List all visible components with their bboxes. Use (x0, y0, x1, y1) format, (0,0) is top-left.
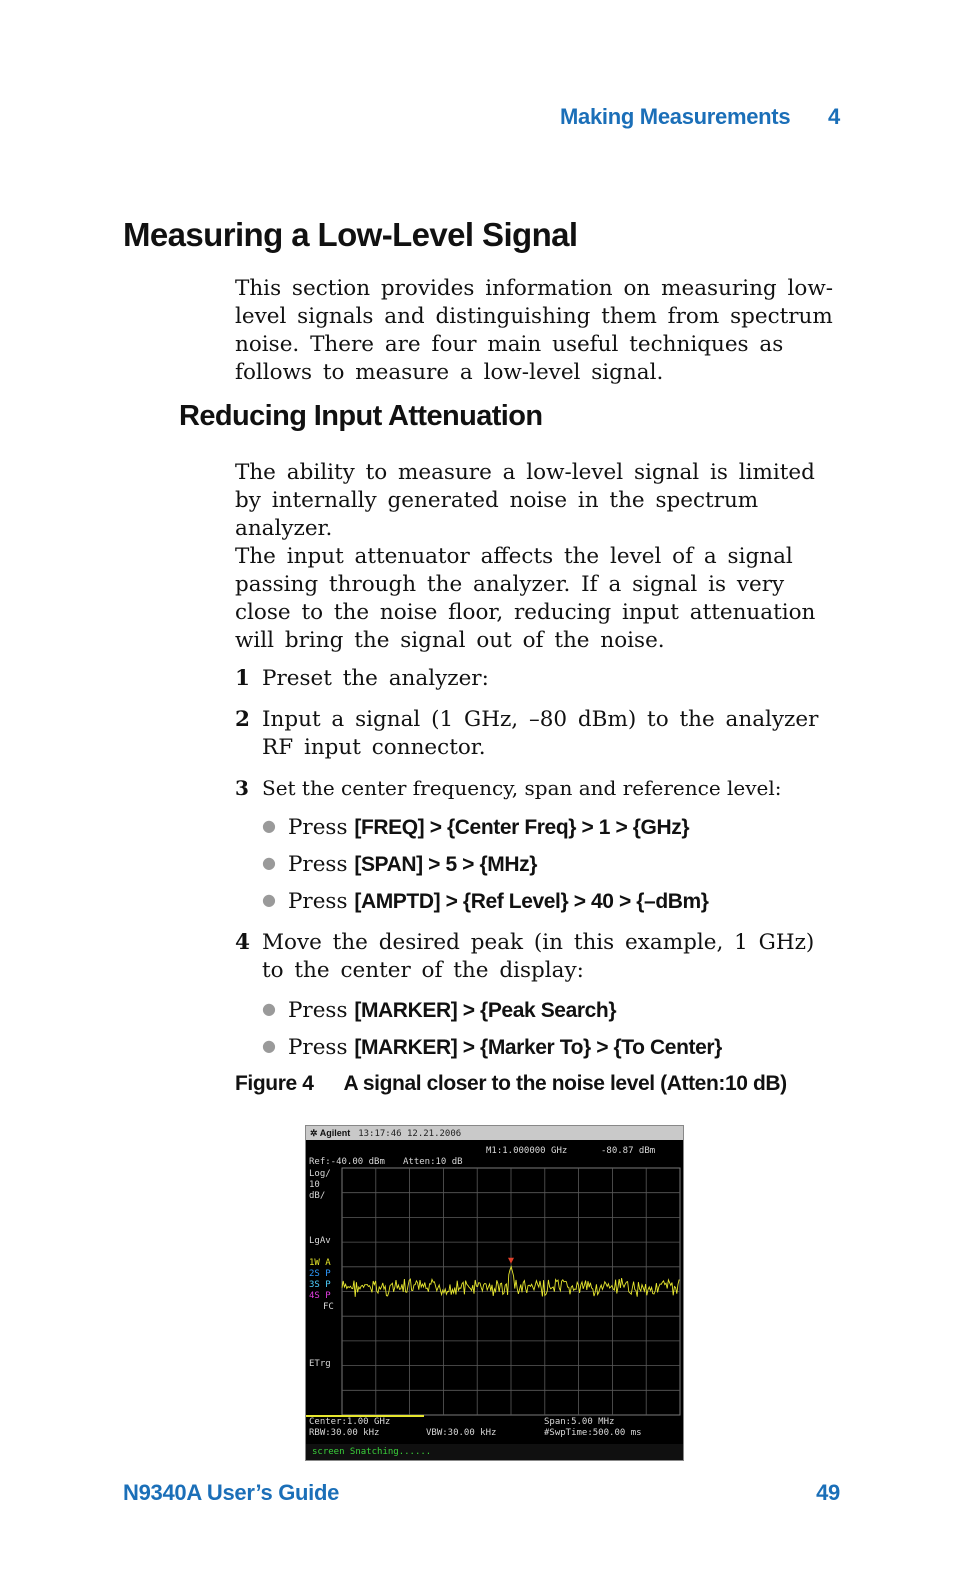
agilent-logo: ✲ Agilent (310, 1128, 351, 1138)
paragraph-noise: The ability to measure a low-level signal is limited by internally generated noise in the spectrum analyzer. (235, 460, 815, 541)
step-1 (235, 665, 845, 693)
step-text: Input a signal (1 GHz, –80 dBm) to the analyzer RF input connector. (262, 707, 819, 760)
running-footer (123, 1480, 840, 1506)
footer-title: N9340A User’s Guide (123, 1480, 340, 1505)
figure-label: Figure 4 (235, 1072, 314, 1095)
spectrum-display (306, 1126, 683, 1460)
key-sequence: [MARKER] > {Marker To} > {To Center} (354, 1036, 722, 1059)
scale-unit: dB/ (309, 1191, 326, 1201)
bullet-press: Press (287, 852, 348, 877)
attenuation-readout: Atten:10 dB (403, 1157, 463, 1167)
bullet-span (262, 851, 537, 880)
step-text: Preset the analyzer: (262, 666, 489, 691)
bullet-dot-icon: ● (262, 999, 276, 1018)
trace-3-label: 3S P (309, 1280, 331, 1290)
screen-status-bar (306, 1444, 683, 1460)
key-sequence: [FREQ] > {Center Freq} > 1 > {GHz} (354, 816, 690, 839)
marker-level-readout: -80.87 dBm (601, 1146, 656, 1156)
figure-caption-text: A signal closer to the noise level (Atten:10 dB) (343, 1072, 787, 1095)
bullet-press: Press (287, 998, 348, 1023)
page-number: 49 (816, 1480, 840, 1505)
bullet-freq (262, 814, 689, 843)
vbw-readout: VBW:30.00 kHz (426, 1428, 497, 1438)
marker-readout: M1:1.000000 GHz (486, 1146, 568, 1156)
step-number: 3 (235, 776, 249, 800)
scale-value: 10 (309, 1180, 320, 1190)
step-number: 1 (235, 666, 250, 691)
step-text: Move the desired peak (in this example, 1 GHz) to the center of the display: (262, 930, 815, 983)
lgav-label: LgAv (309, 1236, 331, 1246)
figure-caption (235, 1072, 787, 1096)
bullet-press: Press (287, 1035, 348, 1060)
header-chapter-number: 4 (828, 104, 840, 129)
marker-diamond (508, 1258, 514, 1264)
bullet-marker-to-center (262, 1034, 722, 1063)
center-frequency: Center:1.00 GHz (309, 1417, 391, 1427)
sweep-time-readout: #SwpTime:500.00 ms (544, 1428, 642, 1438)
step-3 (235, 774, 845, 802)
etrg-label: ETrg (309, 1359, 331, 1369)
intro-paragraph: This section provides information on measuring low-level signals and distinguishing them from spectrum noise. There are four main useful techniques as follows to measure a low-level signal. (235, 276, 834, 385)
page-title: Measuring a Low-Level Signal (123, 216, 578, 253)
paragraph-attenuator: The input attenuator affects the level of a signal passing through the analyzer. If a signal is very close to the noise floor, reducing input attenuation will bring the signal out of the noise. (235, 544, 816, 653)
fc-label: FC (323, 1302, 334, 1312)
key-sequence: [SPAN] > 5 > {MHz} (354, 853, 537, 876)
bullet-dot-icon: ● (262, 890, 276, 909)
rbw-readout: RBW:30.00 kHz (309, 1428, 380, 1438)
bullet-amptd (262, 888, 709, 917)
status-text: screen Snatching...... (312, 1447, 432, 1457)
running-header (560, 104, 850, 130)
header-section: Making Measurements (560, 104, 791, 129)
scale-log: Log/ (309, 1169, 331, 1179)
trace-2-label: 2S P (309, 1269, 331, 1279)
bullet-dot-icon: ● (262, 1036, 276, 1055)
trace-1-label: 1W A (309, 1258, 331, 1268)
reference-level: Ref:-40.00 dBm (309, 1157, 385, 1167)
step-text: Set the center frequency, span and reference level: (262, 776, 782, 800)
agilent-spark-icon: ✲ (310, 1128, 318, 1138)
bullet-press: Press (287, 815, 348, 840)
step-number: 4 (235, 930, 250, 955)
bullet-dot-icon: ● (262, 816, 276, 835)
key-sequence: [AMPTD] > {Ref Level} > 40 > {–dBm} (354, 890, 709, 913)
section-heading: Reducing Input Attenuation (179, 400, 543, 432)
step-2 (235, 706, 845, 762)
step-number: 2 (235, 707, 250, 732)
bullet-peak-search (262, 997, 616, 1026)
bullet-press: Press (287, 889, 348, 914)
key-sequence: [MARKER] > {Peak Search} (354, 999, 617, 1022)
span-readout: Span:5.00 MHz (544, 1417, 615, 1427)
trace-4-label: 4S P (309, 1291, 331, 1301)
screen-timestamp: 13:17:46 12.21.2006 (358, 1129, 462, 1139)
analyzer-screenshot (305, 1125, 684, 1461)
bullet-dot-icon: ● (262, 853, 276, 872)
step-4 (235, 929, 845, 985)
